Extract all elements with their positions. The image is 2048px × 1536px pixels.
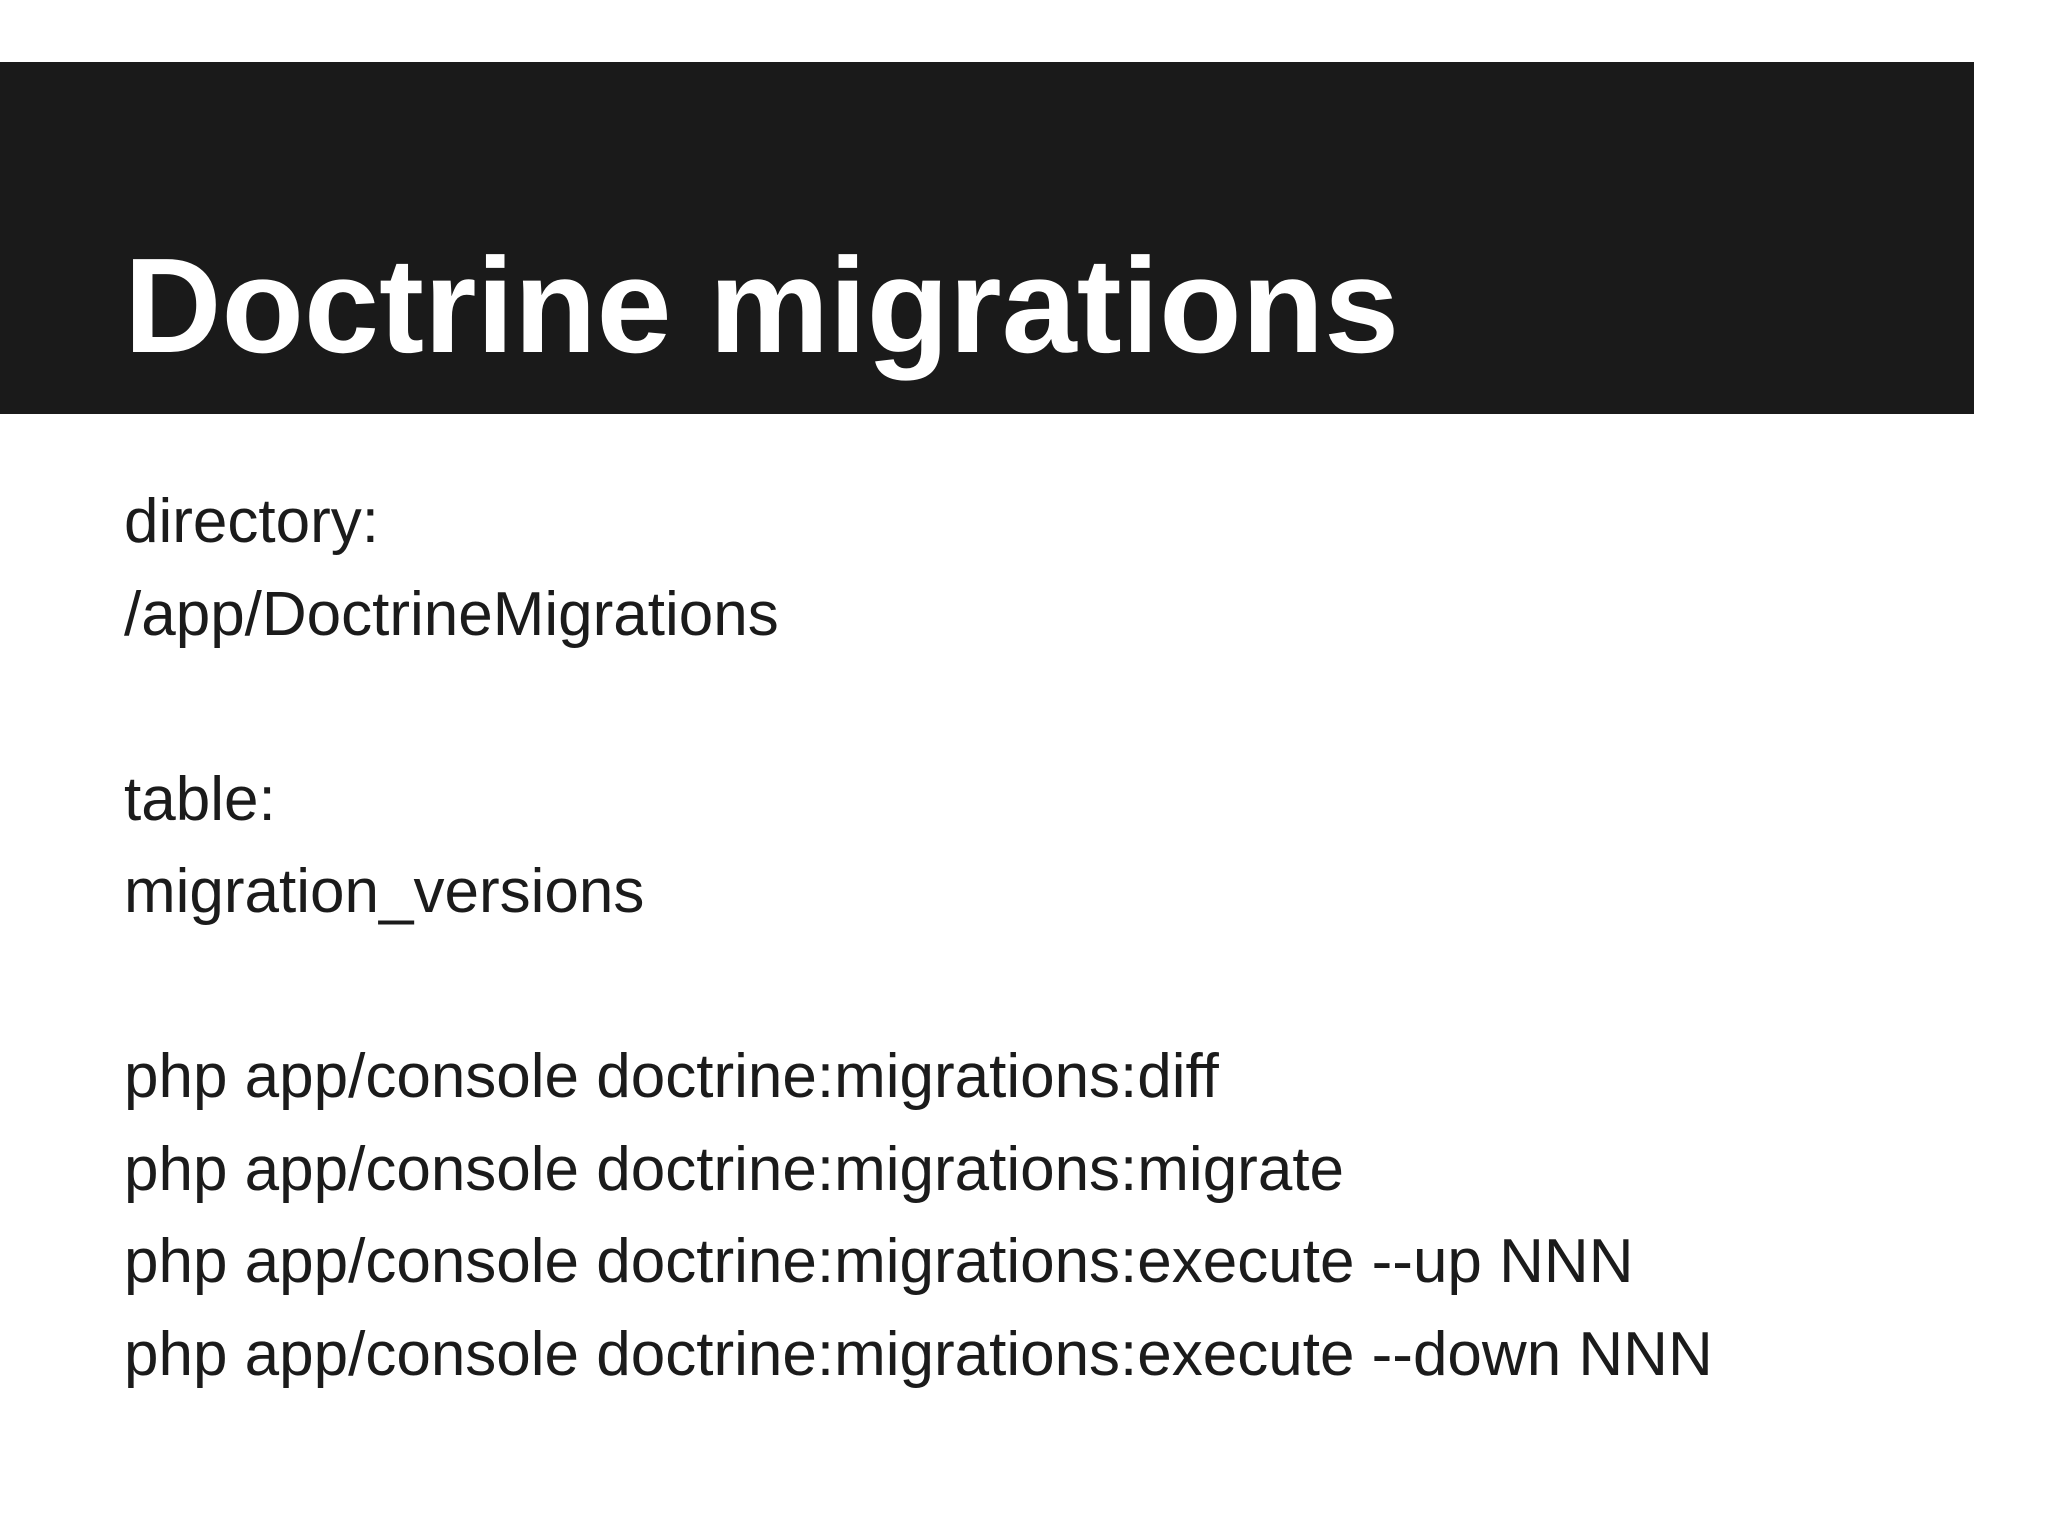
body-blank-line bbox=[124, 939, 2004, 1032]
body-line-directory-path: /app/DoctrineMigrations bbox=[124, 579, 779, 649]
body-line-table-name: migration_versions bbox=[124, 857, 645, 926]
command-line-execute-up: php app/console doctrine:migrations:execute --up NNN bbox=[124, 1227, 1634, 1296]
command-line-execute-down: php app/console doctrine:migrations:execute --down NNN bbox=[124, 1319, 1713, 1389]
command-line-diff: php app/console doctrine:migrations:diff bbox=[124, 1042, 1219, 1111]
body-blank-line bbox=[124, 661, 2004, 754]
command-line-migrate: php app/console doctrine:migrations:migrate bbox=[124, 1134, 1345, 1204]
body-line-table-label: table: bbox=[124, 764, 276, 834]
slide-title: Doctrine migrations bbox=[124, 230, 1400, 381]
slide-body bbox=[124, 476, 2004, 1401]
body-line-directory-label: directory: bbox=[124, 487, 379, 556]
